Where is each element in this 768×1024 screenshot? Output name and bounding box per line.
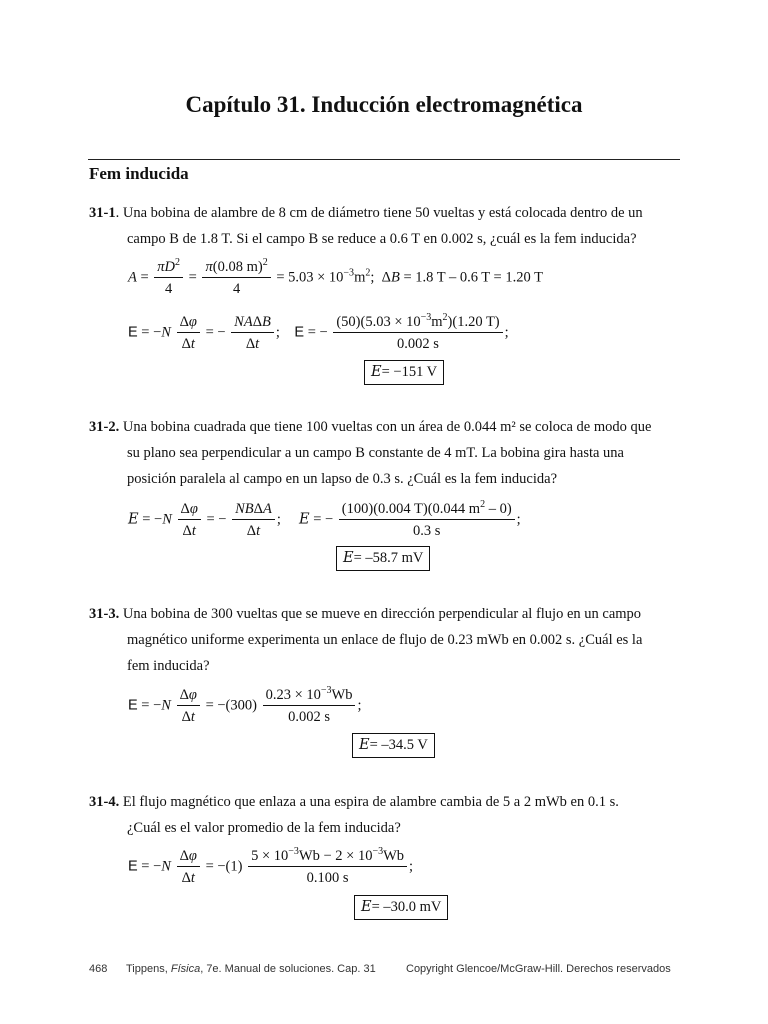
problem-number: 31-1 xyxy=(89,205,116,221)
page-title: Capítulo 31. Inducción electromagnética xyxy=(185,92,583,117)
equation-emf: E = −N $\frac{\Delta\varphi}{\Delta t}$ = −(300) $\frac{0.23 \times 10^{-3}Wb}{0.002 s}$ ; xyxy=(128,685,362,725)
equation-emf: E = −N $\frac{\Delta\varphi}{\Delta t}$ = − $\frac{\text{NBΔA}}{\Delta t}$ ; E = − $\frac{(100)(0.004 T)(0.044 m^2 - 0)}{0.3 s}$ ; xyxy=(128,499,521,539)
problem-number: 31-3. xyxy=(89,606,120,622)
footer-copyright: Copyright Glencoe/McGraw-Hill. Derechos reservados xyxy=(406,963,671,975)
section-divider xyxy=(88,159,680,160)
equation-area: A = $\frac{\pi D^2}{4}$ = $\frac{\pi(0.08 m)^2}{4}$ = $5.03 \times 10^{-3}m^2$; ΔB = 1.8 T – 0.6 T = 1.20 T xyxy=(128,257,543,297)
answer-box: E= –30.0 mV xyxy=(354,895,448,920)
footer-source: Tippens, Física, 7e. Manual de soluciones. Cap. 31 xyxy=(126,963,376,975)
problem-31-3-line2: magnético uniforme experimenta un enlace de flujo de 0.23 mWb en 0.002 s. ¿Cuál es la xyxy=(127,632,643,648)
problem-text: Una bobina cuadrada que tiene 100 vueltas con un área de 0.044 m² se coloca de modo que xyxy=(122,419,652,435)
answer-box: E= –58.7 mV xyxy=(336,546,430,571)
problem-31-2-line2: su plano sea perpendicular a un campo B constante de 4 mT. La bobina gira hasta una xyxy=(127,445,624,461)
problem-31-2-line3: posición paralela al campo en un lapso de 0.3 s. ¿Cuál es la fem inducida? xyxy=(127,471,558,487)
problem-31-1-line2: campo B de 1.8 T. Si el campo B se reduce a 0.6 T en 0.002 s, ¿cuál es la fem inducida? xyxy=(127,231,637,247)
problem-text: Una bobina de alambre de 8 cm de diámetro tiene 50 vueltas y está colocada dentro de un xyxy=(122,205,643,221)
problem-number: 31-4. xyxy=(89,794,120,810)
problem-31-3-line1 xyxy=(89,601,641,627)
answer-box: E= –34.5 V xyxy=(352,733,435,758)
section-heading: Fem inducida xyxy=(89,164,189,183)
equation-emf: E = −N $\frac{\Delta\varphi}{\Delta t}$ = − $\frac{\text{NAΔB}}{\Delta t}$ ; E = − $\frac{(50)(5.03 \times 10^{-3}m^2)(1.20 T)}{0.002 s}$ ; xyxy=(128,312,509,352)
problem-31-2-line1 xyxy=(89,414,651,440)
problem-31-4-line2: ¿Cuál es el valor promedio de la fem inducida? xyxy=(127,820,401,836)
problem-31-1-line1: 31-1. Una bobina de alambre de 8 cm de diámetro tiene 50 vueltas y está colocada dentro de un xyxy=(89,205,643,221)
problem-31-3-line3: fem inducida? xyxy=(127,658,210,674)
problem-number: 31-2. xyxy=(89,419,120,435)
problem-text: Una bobina de 300 vueltas que se mueve en dirección perpendicular al flujo en un campo xyxy=(122,606,642,622)
equation-emf: E = −N $\frac{\Delta\varphi}{\Delta t}$ = −(1) $\frac{5 \times 10^{-3}Wb - 2 \times 10^{-3}Wb}{0.100 s}$ ; xyxy=(128,846,414,886)
page-number: 468 xyxy=(89,963,108,975)
problem-31-4-line1 xyxy=(89,789,619,815)
problem-text: El flujo magnético que enlaza a una espira de alambre cambia de 5 a 2 mWb en 0.1 s. xyxy=(122,794,619,810)
answer-box: E= −151 V xyxy=(364,360,444,385)
